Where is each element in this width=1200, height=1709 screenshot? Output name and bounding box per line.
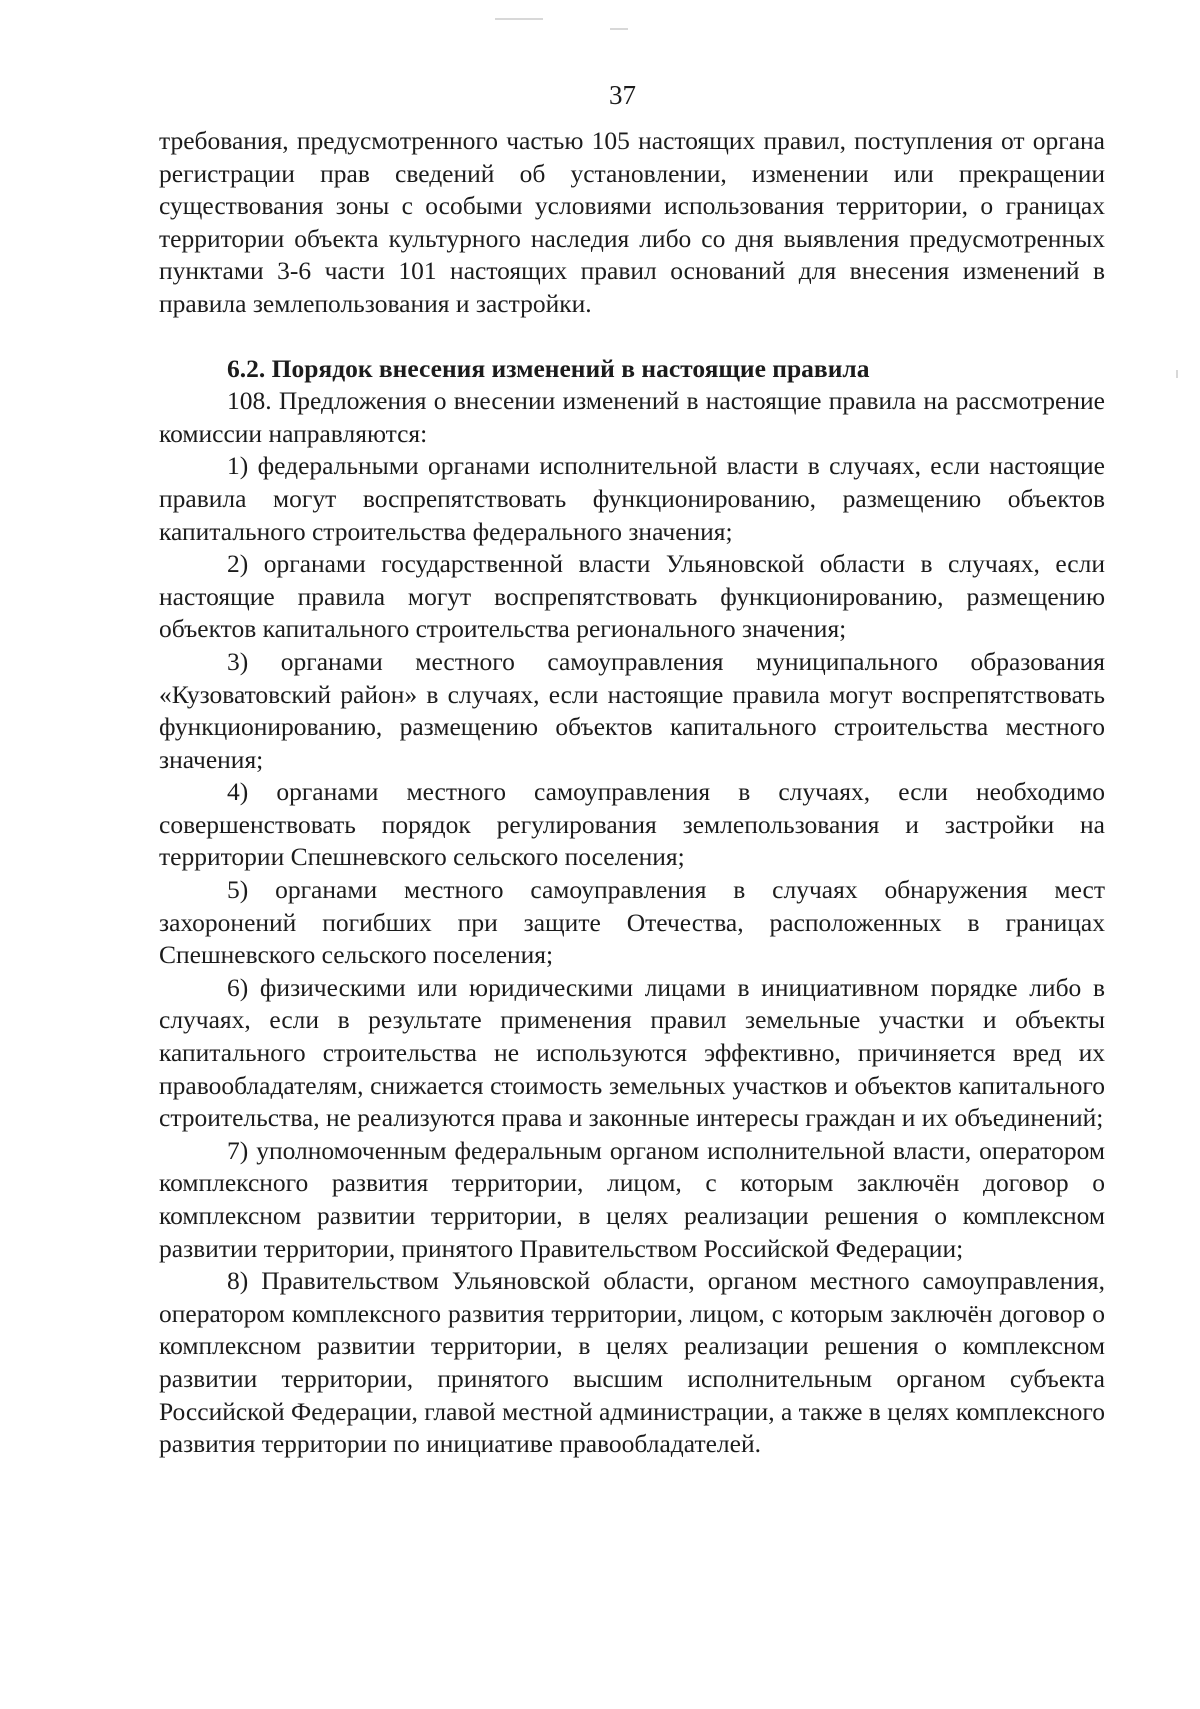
scan-artifact [1176,370,1178,378]
section-spacer [159,321,1105,353]
list-item-1: 1) федеральными органами исполнительной власти в случаях, если настоящие правила могут воспрепятствовать функционированию, размещению объектов капитального строительства федерального значения; [159,451,1105,546]
list-item-4: 4) органами местного самоуправления в случаях, если необходимо совершенствовать порядок регулирования землепользования и застройки на территории Спешневского сельского поселения; [159,777,1105,872]
scan-artifact [610,28,628,30]
document-body [159,125,1105,1461]
list-item-7: 7) уполномоченным федеральным органом исполнительной власти, оператором комплексного развития территории, лицом, с которым заключён договор о комплексном развитии территории, в целях реализации решения о комплексном развитии территории, принятого Правительством Российской Федерации; [159,1135,1105,1263]
list-item-5: 5) органами местного самоуправления в случаях обнаружения мест захоронений погибших при защите Отечества, расположенных в границах Спешневского сельского поселения; [159,875,1105,970]
section-heading: 6.2. Порядок внесения изменений в настоящие правила [227,353,870,383]
list-item-6: 6) физическими или юридическими лицами в инициативном порядке либо в случаях, если в результате применения правил земельные участки и объекты капитального строительства не используются эффективно, причиняется вред их правообладателям, снижается стоимость земельных участков и объектов капитального строительства, не реализуются права и законные интересы граждан и их объединений; [159,972,1105,1133]
intro-paragraph: требования, предусмотренного частью 105 настоящих правил, поступления от органа регистрации прав сведений об установлении, изменении или прекращении существования зоны с особыми условиями использования территории, о границах территории объекта культурного наследия либо со дня выявления предусмотренных пунктами 3-6 части 101 настоящих правил оснований для внесения изменений в правила землепользования и застройки. [159,126,1105,318]
scan-artifact [495,18,543,20]
page-number: 37 [609,80,636,110]
list-item-8: 8) Правительством Ульяновской области, органом местного самоуправления, оператором комплексного развития территории, лицом, с которым заключён договор о комплексном развитии территории, в целях реализации решения о комплексном развитии территории, принятого высшим исполнительным органом субъекта Российской Федерации, главой местной администрации, а также в целях комплексного развития территории по инициативе правообладателей. [159,1266,1105,1459]
list-item-3: 3) органами местного самоуправления муниципального образования «Кузоватовский район» в случаях, если настоящие правила могут воспрепятствовать функционированию, размещению объектов капитального строительства местного значения; [159,646,1105,774]
paragraph-108: 108. Предложения о внесении изменений в настоящие правила на рассмотрение комиссии направляются: [159,386,1105,448]
list-item-2: 2) органами государственной власти Ульяновской области в случаях, если настоящие правила могут воспрепятствовать функционированию, размещению объектов капитального строительства регионального значения; [159,549,1105,644]
